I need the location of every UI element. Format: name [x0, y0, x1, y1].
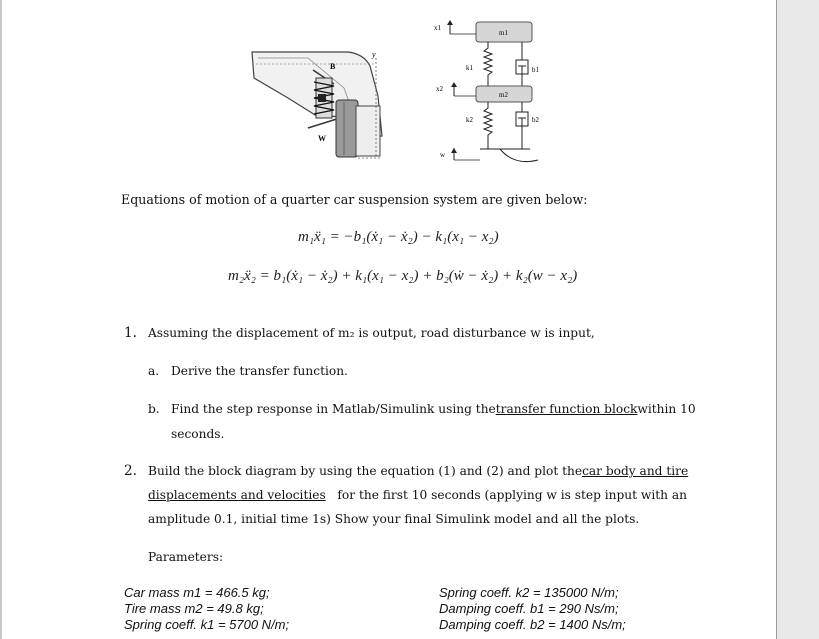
param-damping-b1: Damping coeff. b1 = 290 Ns/m; — [439, 601, 619, 616]
b1-label: b1 — [532, 66, 539, 74]
k1-label: k1 — [466, 64, 473, 72]
x1-label: x1 — [434, 24, 441, 32]
mass-m1-label: m1 — [499, 29, 508, 37]
car-label-y: y — [372, 50, 376, 59]
param-car-mass: Car mass m1 = 466.5 kg; — [124, 585, 270, 600]
q2-line-1 — [148, 464, 687, 478]
q2-car-body-term: car body and tire — [582, 464, 689, 478]
q2-line-3: amplitude 0.1, initial time 1s) Show your final Simulink model and all the plots. — [148, 512, 640, 526]
mass-m2-label: m2 — [499, 91, 508, 99]
q1a-text: Derive the transfer function. — [171, 364, 348, 378]
q2-displacements-term: displacements and velocities — [148, 488, 326, 502]
page-edge — [0, 0, 2, 639]
intro-text: Equations of motion of a quarter car suspension system are given below: — [121, 192, 588, 207]
transfer-function-block-term: transfer function block — [495, 402, 638, 416]
w-label: w — [440, 151, 446, 159]
quarter-car-illustration — [248, 48, 388, 166]
q2-line-2 — [148, 488, 687, 502]
param-damping-b2: Damping coeff. b2 = 1400 Ns/m; — [439, 617, 626, 632]
q1b-line-2: seconds. — [171, 427, 225, 441]
q2-number: 2. — [124, 463, 137, 479]
q1b-text-pre: Find the step response in Matlab/Simulink using the — [171, 402, 496, 416]
q1-number: 1. — [124, 325, 137, 341]
x2-label: x2 — [436, 85, 443, 93]
q2-line1-pre: Build the block diagram by using the equation (1) and (2) and plot the — [148, 464, 583, 478]
parameters-title: Parameters: — [148, 550, 224, 564]
param-spring-k1: Spring coeff. k1 = 5700 N/m; — [124, 617, 290, 632]
b2-label: b2 — [532, 116, 539, 124]
equation-1: m₁ẍ₁ = −b₁(ẋ₁ − ẋ₂) − k₁(x₁ − x₂) — [298, 229, 499, 245]
q1b-label: b. — [148, 402, 160, 416]
q2-line2-post: for the first 10 seconds (applying w is step input with an — [337, 488, 687, 502]
car-label-b: B — [330, 62, 336, 71]
equation-2: m₂ẍ₂ = b₁(ẋ₁ − ẋ₂) + k₁(x₁ − x₂) + b₂(ẇ − ẋ₂) + k₂(w − x₂) — [228, 268, 578, 284]
car-label-w: W — [318, 134, 326, 143]
q1a-label: a. — [148, 364, 160, 378]
param-tire-mass: Tire mass m2 = 49.8 kg; — [124, 601, 264, 616]
quarter-car-model-diagram — [430, 14, 550, 169]
q1-text: Assuming the displacement of m₂ is output, road disturbance w is input, — [148, 326, 595, 340]
param-spring-k2: Spring coeff. k2 = 135000 N/m; — [439, 585, 619, 600]
k2-label: k2 — [466, 116, 473, 124]
q1b-text-post: within 10 — [637, 402, 696, 416]
q1b-line-1 — [171, 402, 696, 416]
